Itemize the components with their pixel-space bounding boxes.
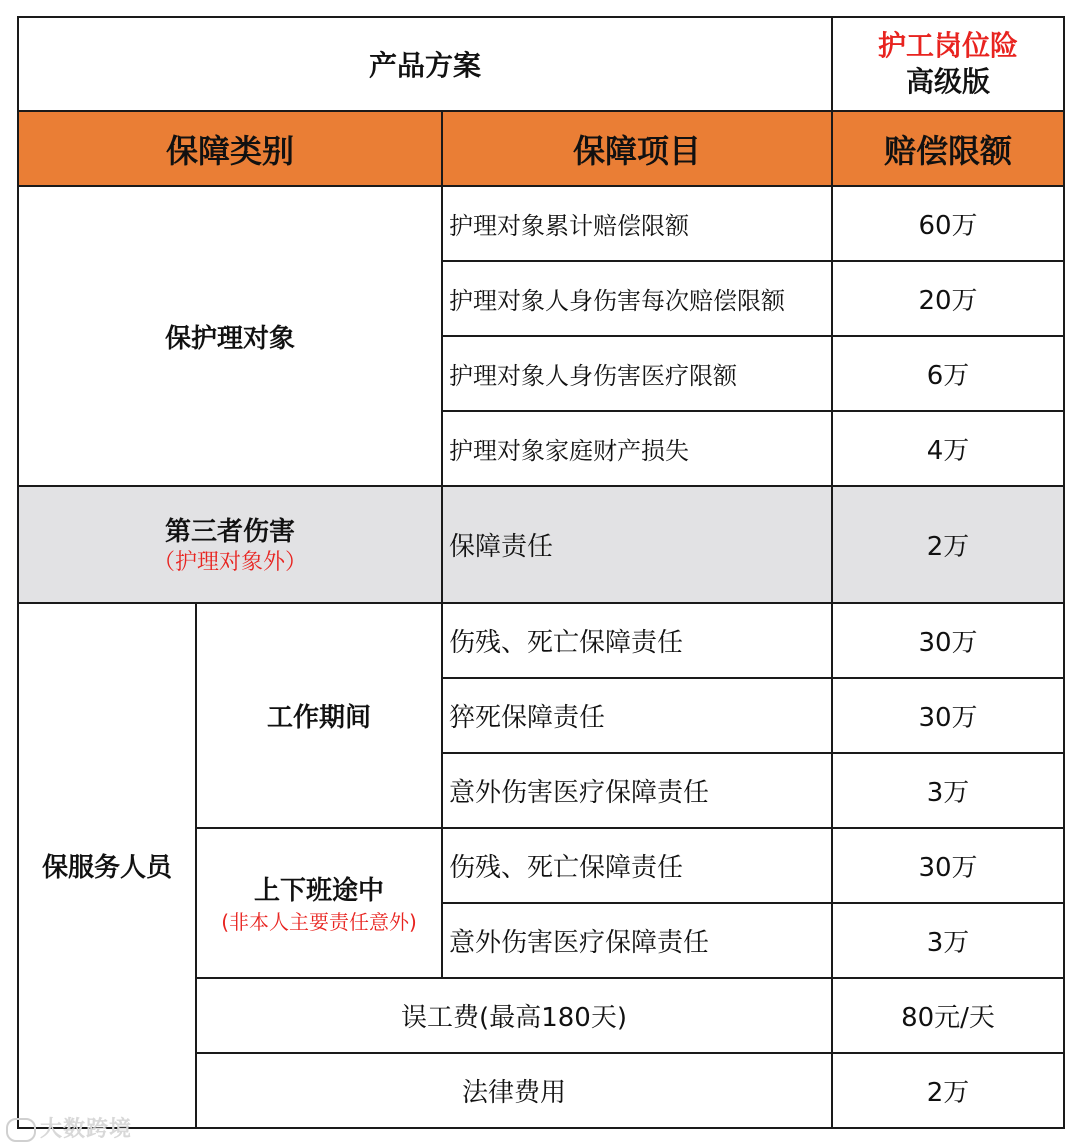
coverage-item: 猝死保障责任 xyxy=(442,678,832,753)
watermark-logo xyxy=(6,1112,132,1143)
coverage-item: 护理对象人身伤害医疗限额 xyxy=(442,336,832,411)
third-party-category-cell xyxy=(18,486,442,603)
legal-fees-item: 法律费用 xyxy=(196,1053,832,1128)
coverage-limit: 3万 xyxy=(832,903,1064,978)
coverage-item: 意外伤害医疗保障责任 xyxy=(442,903,832,978)
coverage-limit: 2万 xyxy=(832,1053,1064,1128)
product-label: 产品方案 xyxy=(18,17,832,111)
coverage-limit: 2万 xyxy=(832,486,1064,603)
column-header-limit: 赔偿限额 xyxy=(832,111,1064,186)
lost-wages-item: 误工费(最高180天) xyxy=(196,978,832,1053)
staff-category: 保服务人员 xyxy=(18,603,196,1128)
coverage-limit: 80元/天 xyxy=(832,978,1064,1053)
logo-mark-icon xyxy=(6,1118,36,1142)
coverage-item: 护理对象家庭财产损失 xyxy=(442,411,832,486)
coverage-item: 护理对象人身伤害每次赔偿限额 xyxy=(442,261,832,336)
coverage-limit: 6万 xyxy=(832,336,1064,411)
coverage-item: 伤残、死亡保障责任 xyxy=(442,828,832,903)
coverage-limit: 20万 xyxy=(832,261,1064,336)
coverage-limit: 4万 xyxy=(832,411,1064,486)
table-row xyxy=(18,186,1064,261)
commute-note: (非本人主要责任意外) xyxy=(221,909,417,934)
plan-header-row xyxy=(18,17,1064,111)
coverage-item: 意外伤害医疗保障责任 xyxy=(442,753,832,828)
plan-cell xyxy=(832,17,1064,111)
column-header-category: 保障类别 xyxy=(18,111,442,186)
care-recipient-category: 保护理对象 xyxy=(18,186,442,486)
plan-tier: 高级版 xyxy=(906,65,991,98)
coverage-item: 护理对象累计赔偿限额 xyxy=(442,186,832,261)
coverage-limit: 30万 xyxy=(832,828,1064,903)
third-party-row xyxy=(18,486,1064,603)
third-party-note: （护理对象外） xyxy=(152,550,307,575)
coverage-limit: 30万 xyxy=(832,678,1064,753)
coverage-item: 保障责任 xyxy=(442,486,832,603)
coverage-limit: 3万 xyxy=(832,753,1064,828)
coverage-table xyxy=(17,16,1065,1129)
commute-label: 上下班途中 xyxy=(253,875,384,906)
commute-cell xyxy=(196,828,442,978)
coverage-limit: 60万 xyxy=(832,186,1064,261)
coverage-limit: 30万 xyxy=(832,603,1064,678)
column-header-item: 保障项目 xyxy=(442,111,832,186)
work-period-label: 工作期间 xyxy=(196,603,442,828)
logo-text: 大数跨境 xyxy=(40,1117,133,1142)
column-header-row xyxy=(18,111,1064,186)
plan-name: 护工岗位险 xyxy=(878,29,1019,62)
coverage-item: 伤残、死亡保障责任 xyxy=(442,603,832,678)
table-row xyxy=(18,603,1064,678)
third-party-category: 第三者伤害 xyxy=(164,517,295,547)
